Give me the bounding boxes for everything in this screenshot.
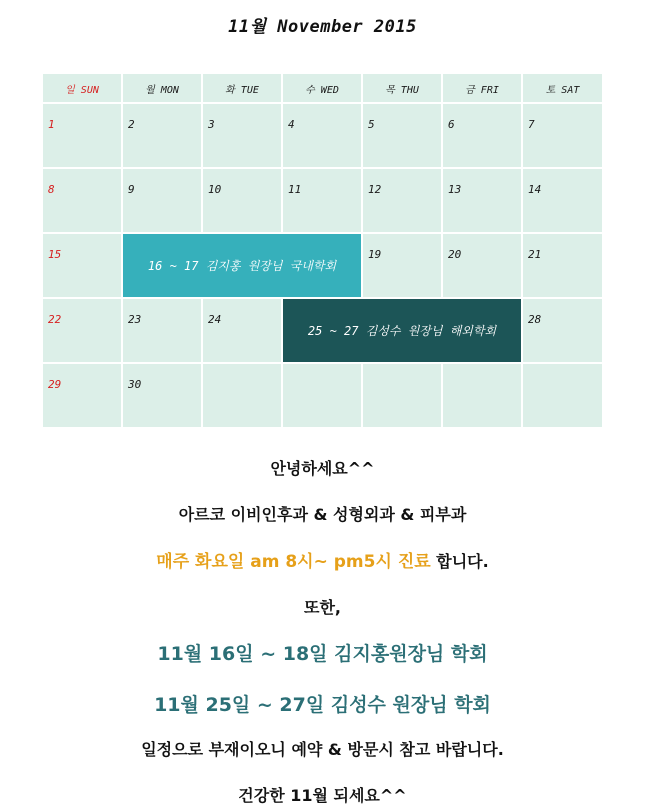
date-number: 22 <box>48 313 62 326</box>
date-number: 8 <box>48 183 55 196</box>
calendar-day-cell <box>523 104 602 167</box>
date-number: 12 <box>368 183 382 196</box>
clinic-hours <box>0 547 645 572</box>
date-number: 23 <box>128 313 142 326</box>
calendar-day-cell <box>123 169 201 232</box>
calendar-day-cell <box>523 299 602 362</box>
calendar-day-cell <box>523 234 602 297</box>
conference-1-text: 11월 16일 ~ 18일 김지홍원장님 학회 <box>157 643 488 665</box>
absence-text: 일정으로 부재이오니 예약 & 방문시 참고 바랍니다. <box>141 740 504 759</box>
calendar-day-cell <box>123 104 201 167</box>
calendar-day-cell <box>43 104 121 167</box>
calendar-day-cell <box>443 234 521 297</box>
calendar-day-cell <box>283 169 361 232</box>
conference-event-bar: 25 ~ 27 김성수 원장님 해외학회 <box>283 299 521 362</box>
calendar-day-cell <box>123 299 201 362</box>
calendar-grid <box>43 74 602 430</box>
calendar-title: 11월 November 2015 <box>228 17 417 37</box>
date-number: 30 <box>128 378 142 391</box>
conference-event-bar: 16 ~ 17 김지홍 원장님 국내학회 <box>123 234 361 297</box>
day-header: 수 WED <box>283 74 361 102</box>
date-number: 7 <box>528 118 535 131</box>
date-number: 2 <box>128 118 135 131</box>
calendar-day-cell <box>363 364 441 427</box>
date-number: 10 <box>208 183 222 196</box>
date-number: 4 <box>288 118 295 131</box>
date-number: 6 <box>448 118 455 131</box>
calendar-day-cell <box>203 299 281 362</box>
date-number: 3 <box>208 118 215 131</box>
day-header: 금 FRI <box>443 74 521 102</box>
also-text: 또한, <box>304 598 341 617</box>
date-number: 5 <box>368 118 375 131</box>
date-number: 28 <box>528 313 542 326</box>
calendar-day-cell <box>283 364 361 427</box>
conference-2-text: 11월 25일 ~ 27일 김성수 원장님 학회 <box>154 694 491 716</box>
day-header: 월 MON <box>123 74 201 102</box>
calendar-day-cell <box>523 169 602 232</box>
calendar-day-cell <box>123 364 201 427</box>
day-header: 일 SUN <box>43 74 121 102</box>
calendar-day-cell <box>443 364 521 427</box>
calendar-day-cell <box>443 169 521 232</box>
day-header: 화 TUE <box>203 74 281 102</box>
greeting-text: 안녕하세요^^ <box>270 459 375 478</box>
calendar-day-cell <box>203 169 281 232</box>
date-number: 1 <box>48 118 55 131</box>
hours-highlight: 매주 화요일 am 8시~ pm5시 진료 <box>156 552 431 572</box>
calendar-day-cell <box>363 104 441 167</box>
hours-suffix: 합니다. <box>430 552 489 571</box>
calendar-day-cell <box>363 234 441 297</box>
clinic-name: 아르코 이비인후과 & 성형외과 & 피부과 <box>178 505 467 524</box>
calendar-day-cell <box>43 169 121 232</box>
calendar-day-cell <box>203 104 281 167</box>
calendar-day-cell <box>443 104 521 167</box>
date-number: 11 <box>288 183 302 196</box>
date-number: 15 <box>48 248 62 261</box>
calendar-day-cell <box>283 104 361 167</box>
day-header: 토 SAT <box>523 74 602 102</box>
date-number: 20 <box>448 248 462 261</box>
closing-text: 건강한 11월 되세요^^ <box>238 786 407 805</box>
date-number: 9 <box>128 183 135 196</box>
date-number: 21 <box>528 248 542 261</box>
date-number: 29 <box>48 378 62 391</box>
calendar-day-cell <box>363 169 441 232</box>
date-number: 13 <box>448 183 462 196</box>
date-number: 24 <box>208 313 222 326</box>
day-header: 목 THU <box>363 74 441 102</box>
calendar-day-cell <box>523 364 602 427</box>
date-number: 19 <box>368 248 382 261</box>
date-number: 14 <box>528 183 542 196</box>
calendar-day-cell <box>43 234 121 297</box>
calendar-day-cell <box>203 364 281 427</box>
calendar-day-cell <box>43 364 121 427</box>
calendar-day-cell <box>43 299 121 362</box>
